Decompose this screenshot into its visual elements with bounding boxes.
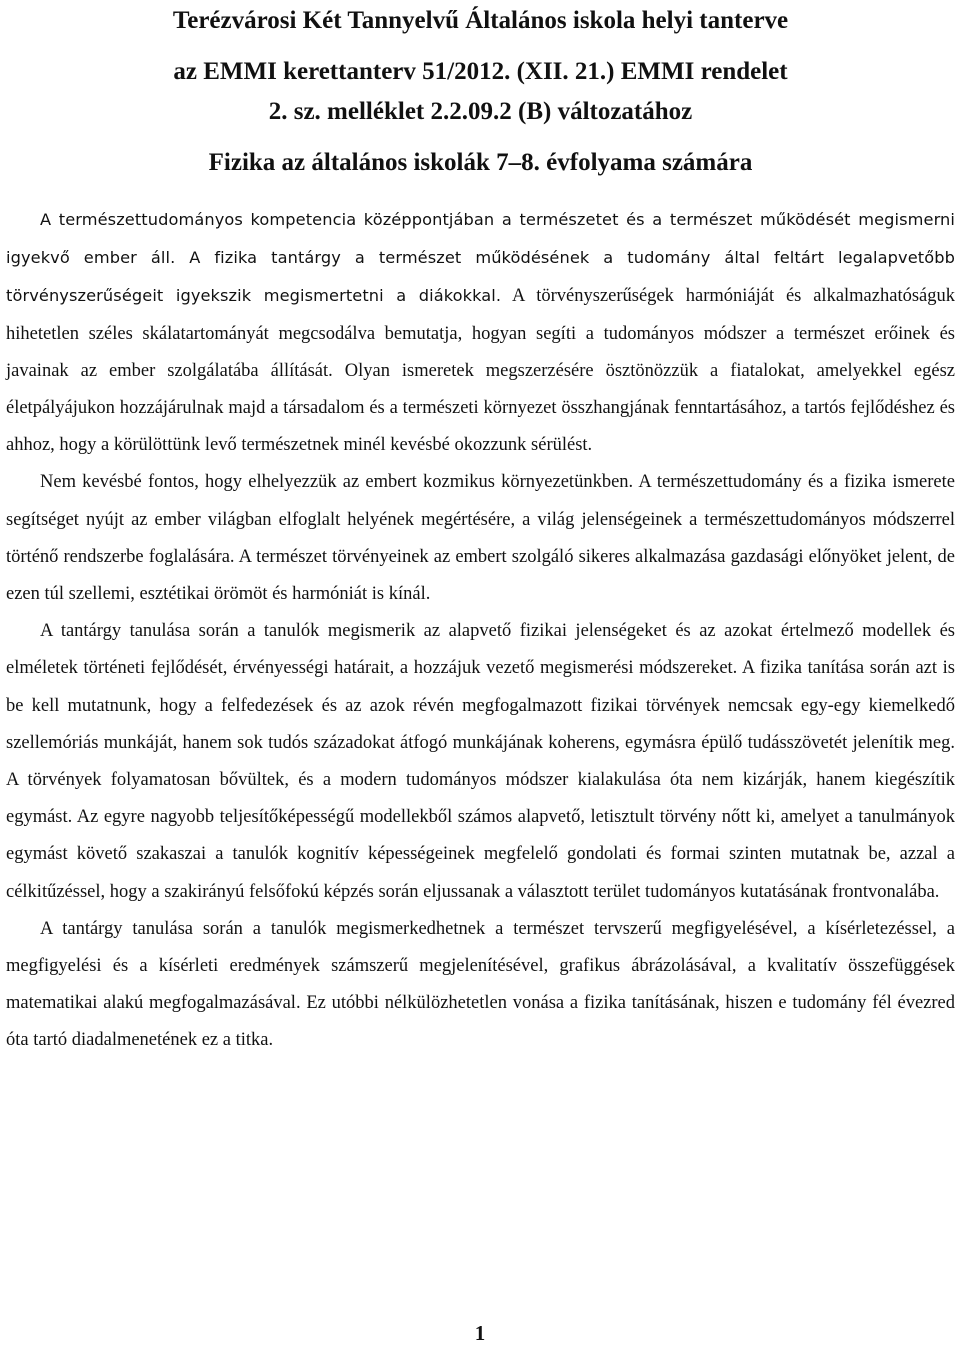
subject-title: Fizika az általános iskolák 7–8. évfolyama számára [208,149,753,176]
annex-line: 2. sz. melléklet 2.2.09.2 (B) változatához [268,98,693,125]
paragraph-1-serif-text-2: Olyan ismeretek megszerzésére ösztönözzük a fiatalokat, amelyekkel egész életpályájukon hozzájárulnak majd a társadalom és a természeti környezet összhangjának fenntartásához, a tartós fejlődéshez és ahhoz, hogy a körülöttünk levő természetnek minél kevésbé okozzunk sérülést. [6,360,955,456]
paragraph-4: A tantárgy tanulása során a tanulók megismerkedhetnek a természet tervszerű megfigyelésével, a kísérletezéssel, a megfigyelési és a kísérleti eredmények számszerű megjelenítésével, grafikus ábrázolásával, a kvalitatív összefüggések matematikai alakú megfogalmazásával. Ez utóbbi nélkülözhetetlen vonása a fizika tanításának, hiszen e tudomány fél évezred óta tartó diadalmenetének ez a titka. [6,918,955,1051]
paragraph-2: Nem kevésbé fontos, hogy elhelyezzük az embert kozmikus környezetünkben. A természettudomány és a fizika ismerete segítséget nyújt az ember világban elfoglalt helyének megértésére, a világ jelenségeinek a természettudományos módszerrel történő rendszerbe foglalására. A természet törvényeinek az embert szolgáló sikeres alkalmazása gazdasági előnyöket jelent, de ezen túl szellemi, esztétikai örömöt és harmóniát is kínál. [6,472,955,605]
page-number: 1 [474,1321,486,1345]
paragraph-1 [6,201,955,464]
paragraph-1-sans-text: A természettudományos kompetencia középpontjában a természetet és a természet működését megismerni igyekvő ember áll. A fizika tantárgy a természet működésének a tudomány által feltárt legalapvetőbb törvényszerűségeit igyekszik megismertetni a diákokkal. [6,210,955,306]
paragraph-3: A tantárgy tanulása során a tanulók megismerik az alapvető fizikai jelenségeket és az azokat értelmező modellek és elméletek történeti fejlődését, érvényességi határait, a hozzájuk vezető megismerési módszereket. A fizika tanítása során azt is be kell mutatnunk, hogy a felfedezések és az azok révén megfogalmazott fizikai törvények nemcsak egy-egy kiemelkedő szellemóriás munkáját, hanem sok tudós századokat átfogó munkájának koherens, egymásra épülő tudásszövetét jelenítik meg. A törvények folyamatosan bővültek, és a modern tudományos módszer kialakulása óta nem kizárják, hanem kiegészítik egymást. Az egyre nagyobb teljesítőképességű modellekből számos alapvető, letisztult törvény nőtt ki, amelyet a tanulmányok egymást követő szakaszai a tanulók kognitív képességeinek megfelelő gondolati és formai szinten mutatnak be, azzal a célkitűzéssel, hogy a szakirányú felsőfokú képzés során eljussanak a választott terület tudományos kutatásának frontvonalába. [6,621,955,902]
regulation-line: az EMMI kerettanterv 51/2012. (XII. 21.) EMMI rendelet [173,58,788,85]
document-title: Terézvárosi Két Tannyelvű Általános iskola helyi tanterve [172,7,789,34]
paragraph-1-serif-text: A törvényszerűségek harmóniáját és alkalmazhatóságuk hihetetlen széles skálatartományát megcsodálva bemutatja, hogyan segíti a tudományos módszer a természet erőinek és javainak az ember szolgálatába állítását. [6,286,955,381]
document-body [6,201,955,1060]
